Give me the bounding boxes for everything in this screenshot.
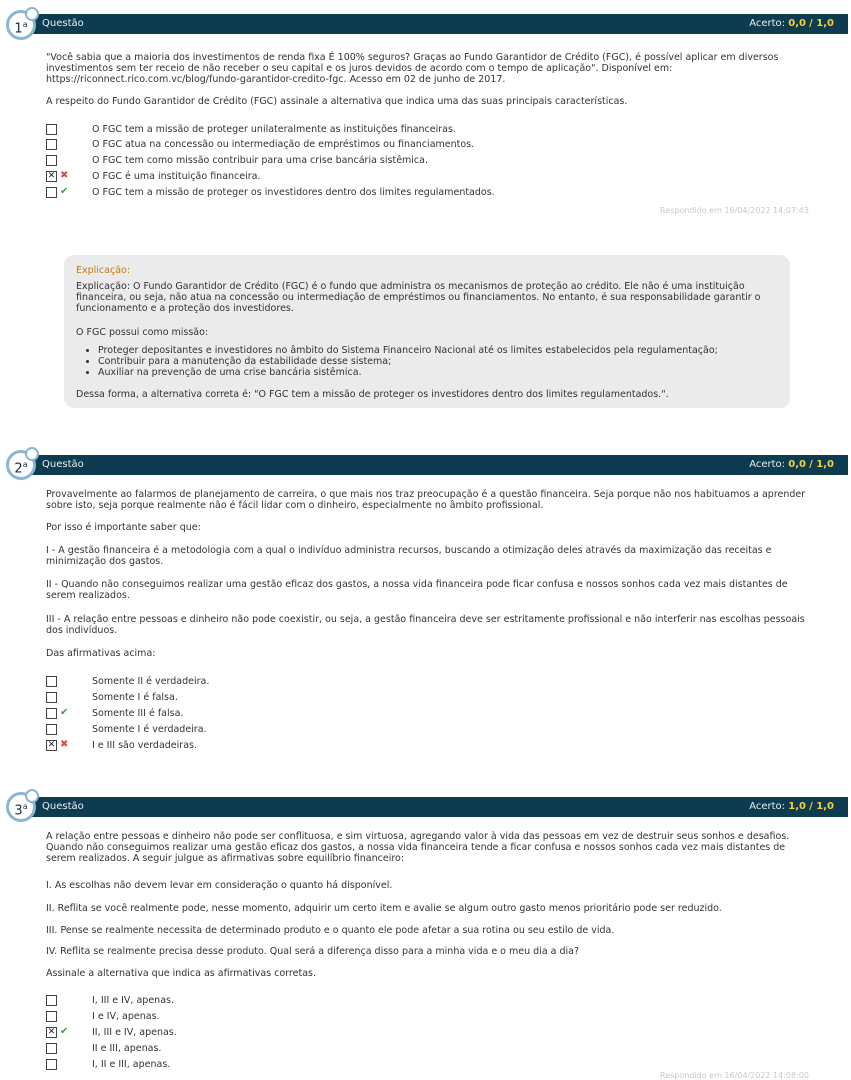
option-label: II, III e IV, apenas. bbox=[92, 1027, 177, 1038]
option-e[interactable] bbox=[46, 1059, 746, 1071]
option-label: Somente I é verdadeira. bbox=[92, 724, 207, 735]
question-prompt: Das afirmativas acima: bbox=[46, 648, 156, 659]
question-score: Acerto: 0,0 / 1,0 bbox=[749, 459, 834, 470]
option-checkbox[interactable] bbox=[46, 124, 57, 135]
question-number-badge: 3$^a$ bbox=[6, 792, 36, 822]
list-item: • Proteger depositantes e investidores no âmbito do Sistema Financeiro Nacional até os limites estabelecidos pela regulamentação; bbox=[98, 345, 778, 356]
badge-dot-icon bbox=[25, 789, 39, 803]
correct-icon: ✔ bbox=[60, 1026, 69, 1037]
question-header bbox=[16, 455, 848, 475]
option-c[interactable] bbox=[46, 155, 746, 167]
question-score: Acerto: 1,0 / 1,0 bbox=[749, 801, 834, 812]
question-title: Questão bbox=[42, 801, 84, 812]
option-checkbox[interactable] bbox=[46, 708, 57, 719]
option-checkbox[interactable] bbox=[46, 1043, 57, 1054]
question-prompt: Assinale a alternativa que indica as afirmativas corretas. bbox=[46, 968, 316, 979]
option-label: I e III são verdadeiras. bbox=[92, 740, 197, 751]
option-d[interactable] bbox=[46, 171, 746, 183]
option-d[interactable] bbox=[46, 724, 746, 736]
badge-dot-icon bbox=[25, 447, 39, 461]
statement-ii: II. Reflita se você realmente pode, nesse momento, adquirir um certo item e avalie se algum outro gasto menos prioritário pode ser reduzido. bbox=[46, 903, 722, 914]
option-checkbox[interactable]: ✕ bbox=[47, 171, 56, 181]
option-label: O FGC tem a missão de proteger os investidores dentro dos limites regulamentados. bbox=[92, 187, 495, 198]
option-checkbox[interactable]: ✕ bbox=[47, 1027, 56, 1037]
option-checkbox[interactable] bbox=[46, 187, 57, 198]
question-text: Provavelmente ao falarmos de planejamento de carreira, o que mais nos traz preocupação é a questão financeira. Seja porque não nos habituamos a aprender sobre isto, seja porque realmente não é fácil lidar com o dinheiro, especialmente no âmbito profissional. bbox=[46, 489, 806, 511]
option-label: O FGC tem a missão de proteger unilateralmente as instituições financeiras. bbox=[92, 124, 456, 135]
explanation-mission-intro: O FGC possui como missão: bbox=[76, 327, 209, 338]
question-prompt: A respeito do Fundo Garantidor de Crédito (FGC) assinale a alternativa que indica uma das suas principais características. bbox=[46, 96, 628, 107]
explanation-panel bbox=[64, 255, 790, 408]
question-header bbox=[16, 14, 848, 34]
option-label: I e IV, apenas. bbox=[92, 1011, 160, 1022]
statement-iv: IV. Reflita se realmente precisa desse produto. Qual será a diferença disso para a minha vida e o meu dia a dia? bbox=[46, 946, 580, 957]
correct-icon: ✔ bbox=[60, 186, 69, 197]
correct-icon: ✔ bbox=[60, 707, 69, 718]
option-label: II e III, apenas. bbox=[92, 1043, 162, 1054]
answered-timestamp: Respondido em 16/04/2022 14:07:43 bbox=[660, 206, 809, 215]
question-header bbox=[16, 797, 848, 817]
question-number-badge: 1$^a$ bbox=[6, 10, 36, 40]
statement-ii: II - Quando não conseguimos realizar uma gestão eficaz dos gastos, a nossa vida financeira pode ficar confusa e nossos sonhos cada vez mais distantes de serem realizados. bbox=[46, 579, 788, 601]
explanation-text: Explicação: O Fundo Garantidor de Crédito (FGC) é o fundo que administra os mecanismos de proteção ao crédito. Ele não é uma instituição financeira, ou seja, não atua na concessão ou intermediação de empréstimos ou financiamentos. No entanto, é sua responsabilidade garantir o funcionamento e a proteção dos investidores. bbox=[76, 281, 761, 314]
question-score: Acerto: 0,0 / 1,0 bbox=[749, 18, 834, 29]
question-title: Questão bbox=[42, 459, 84, 470]
option-a[interactable] bbox=[46, 995, 746, 1007]
option-a[interactable] bbox=[46, 124, 746, 136]
explanation-conclusion: Dessa forma, a alternativa correta é: "O FGC tem a missão de proteger os investidores dentro dos limites regulamentados.". bbox=[76, 389, 669, 400]
option-label: Somente I é falsa. bbox=[92, 692, 178, 703]
option-c[interactable] bbox=[46, 1027, 746, 1039]
answered-timestamp: Respondido em 16/04/2022 14:08:00 bbox=[660, 1071, 809, 1080]
option-e[interactable] bbox=[46, 740, 746, 752]
statement-i: I. As escolhas não devem levar em consideração o quanto há disponível. bbox=[46, 880, 393, 891]
statement-i: I - A gestão financeira é a metodologia com a qual o indivíduo administra recursos, buscando a otimização deles através da maximização das receitas e minimização dos gastos. bbox=[46, 545, 772, 567]
list-item: • Contribuir para a manutenção da estabilidade desse sistema; bbox=[98, 356, 778, 367]
option-b[interactable] bbox=[46, 692, 746, 704]
option-label: O FGC tem como missão contribuir para uma crise bancária sistêmica. bbox=[92, 155, 428, 166]
option-checkbox[interactable]: ✕ bbox=[47, 740, 56, 750]
wrong-icon: ✖ bbox=[60, 170, 69, 181]
question-text: "Você sabia que a maioria dos investimentos de renda fixa É 100% seguros? Graças ao Fundo Garantidor de Crédito (FGC), é possível aplicar em diversos investimentos sem ter receio de não receber o seu capital e os juros devidos de acordo com o tempo de aplicação". Disponível em: https://riconnect.rico.com.vc/blog/fundo-garantidor-credito-fgc. Acesso em 02 de junho de 2017. bbox=[46, 52, 779, 85]
option-checkbox[interactable] bbox=[46, 155, 57, 166]
option-e[interactable] bbox=[46, 187, 746, 199]
option-label: I, III e IV, apenas. bbox=[92, 995, 174, 1006]
option-checkbox[interactable] bbox=[46, 724, 57, 735]
wrong-icon: ✖ bbox=[60, 739, 69, 750]
statement-iii: III. Pense se realmente necessita de determinado produto e o quanto ele pode afetar a sua rotina ou seu estilo de vida. bbox=[46, 925, 615, 936]
question-number-badge: 2$^a$ bbox=[6, 450, 36, 480]
question-text: A relação entre pessoas e dinheiro não pode ser conflituosa, e sim virtuosa, agregando valor à vida das pessoas em vez de destruir seus sonhos e desafios. Quando não conseguimos realizar uma gestão eficaz dos gastos, a nossa vida financeira tende a ficar confusa e nossos sonhos cada vez mais distantes de serem realizados. A seguir julgue as afirmativas sobre equilíbrio financeiro: bbox=[46, 831, 790, 864]
explanation-list bbox=[76, 345, 778, 378]
option-checkbox[interactable] bbox=[46, 139, 57, 150]
badge-dot-icon bbox=[25, 7, 39, 21]
option-checkbox[interactable] bbox=[46, 1059, 57, 1070]
option-checkbox[interactable] bbox=[46, 1011, 57, 1022]
option-b[interactable] bbox=[46, 139, 746, 151]
statement-iii: III - A relação entre pessoas e dinheiro não pode coexistir, ou seja, a gestão financeira deve ser estritamente profissional e não interferir nas escolhas pessoais dos indivíduos. bbox=[46, 614, 805, 636]
question-title: Questão bbox=[42, 18, 84, 29]
option-label: Somente II é verdadeira. bbox=[92, 676, 210, 687]
option-label: O FGC atua na concessão ou intermediação de empréstimos ou financiamentos. bbox=[92, 139, 475, 150]
option-d[interactable] bbox=[46, 1043, 746, 1055]
option-c[interactable] bbox=[46, 708, 746, 720]
option-checkbox[interactable] bbox=[46, 676, 57, 687]
option-b[interactable] bbox=[46, 1011, 746, 1023]
option-label: I, II e III, apenas. bbox=[92, 1059, 171, 1070]
option-label: Somente III é falsa. bbox=[92, 708, 184, 719]
list-item: • Auxiliar na prevenção de uma crise bancária sistêmica. bbox=[98, 367, 778, 378]
option-label: O FGC é uma instituição financeira. bbox=[92, 171, 261, 182]
option-a[interactable] bbox=[46, 676, 746, 688]
option-checkbox[interactable] bbox=[46, 692, 57, 703]
option-checkbox[interactable] bbox=[46, 995, 57, 1006]
explanation-heading: Explicação: bbox=[76, 265, 131, 276]
question-text: Por isso é importante saber que: bbox=[46, 522, 201, 533]
